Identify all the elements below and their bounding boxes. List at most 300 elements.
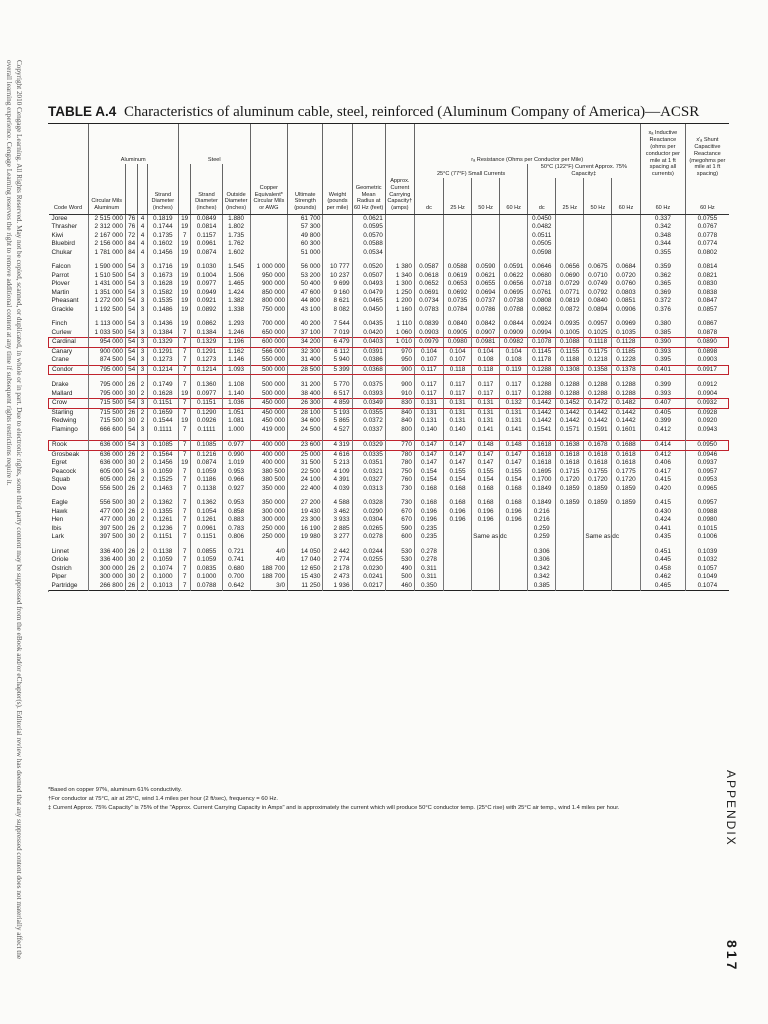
table-cell: 5 940 — [323, 356, 352, 365]
table-cell: 3 — [138, 365, 147, 375]
table-cell: 0.0912 — [686, 381, 729, 390]
table-cell: 950 — [385, 356, 414, 365]
table-cell: 19 — [178, 320, 190, 329]
table-cell: 0.0403 — [352, 338, 385, 348]
table-cell: 0.131 — [472, 417, 500, 426]
table-cell: 0.147 — [472, 450, 500, 459]
table-cell — [584, 232, 612, 241]
table-cell: 0.168 — [414, 499, 443, 508]
table-cell: 0.104 — [500, 347, 528, 356]
table-cell: 0.390 — [640, 338, 686, 348]
table-cell: 0.1442 — [584, 408, 612, 417]
table-cell: 1.424 — [222, 289, 250, 298]
code-word-cell: Canary — [51, 347, 73, 355]
table-cell: 0.0710 — [584, 272, 612, 281]
table-cell: 1.051 — [222, 408, 250, 417]
table-cell: 0.0482 — [528, 223, 556, 232]
table-cell: 0.0786 — [472, 306, 500, 315]
code-word-cell: Mallard — [51, 389, 73, 397]
table-cell: 0.107 — [414, 356, 443, 365]
table-cell: 874 500 — [88, 356, 125, 365]
table-row — [49, 297, 729, 306]
table-cell: 840 — [385, 408, 414, 417]
table-row — [49, 573, 729, 582]
table-cell: 0.147 — [500, 459, 528, 468]
table-cell: 9 160 — [323, 289, 352, 298]
table-cell: 0.0767 — [686, 223, 729, 232]
table-cell: 1 300 — [385, 280, 414, 289]
table-cell — [556, 249, 584, 258]
table-cell: 0.1057 — [686, 565, 729, 574]
table-cell: 380 500 — [250, 476, 287, 485]
table-cell: 0.0321 — [352, 468, 385, 477]
res25-50hz-header: 50 Hz — [472, 178, 500, 214]
table-row — [49, 263, 729, 272]
table-cell: 0.1456 — [147, 249, 178, 258]
table-cell: 0.1456 — [147, 459, 178, 468]
table-cell: 0.0862 — [191, 320, 222, 329]
table-cell: 1.246 — [222, 329, 250, 338]
table-cell: 0.0520 — [352, 263, 385, 272]
table-cell — [500, 582, 528, 591]
table-cell: 0.990 — [222, 450, 250, 459]
table-cell: 0.1329 — [147, 338, 178, 348]
table-cell: 2 312 000 — [88, 223, 125, 232]
table-cell: 54 — [125, 365, 137, 375]
table-cell: 3 — [138, 280, 147, 289]
table-cell: 0.0738 — [500, 297, 528, 306]
table-cell: 0.0906 — [612, 306, 640, 315]
table-cell: 47 600 — [288, 289, 323, 298]
table-cell: 7 — [178, 450, 190, 459]
table-bottom-rule — [49, 591, 729, 593]
table-cell: Same as dc — [473, 533, 507, 541]
table-cell: 900 000 — [88, 347, 125, 356]
table-cell: 7 — [178, 365, 190, 375]
table-cell — [556, 223, 584, 232]
table-cell: 0.0842 — [472, 320, 500, 329]
table-cell: 0.700 — [222, 573, 250, 582]
table-row — [49, 525, 729, 534]
table-cell: 0.1628 — [147, 280, 178, 289]
table-cell: 0.966 — [222, 476, 250, 485]
table-cell: 0.414 — [640, 441, 686, 451]
table-cell: 19 — [178, 417, 190, 426]
table-cell: 0.154 — [414, 468, 443, 477]
table-cell: 0.0511 — [528, 232, 556, 241]
table-cell: 0.0937 — [686, 459, 729, 468]
table-cell: 54 — [125, 320, 137, 329]
table-cell: 0.0946 — [686, 450, 729, 459]
table-cell — [323, 214, 352, 223]
gmr-header: Geometric Mean Radius at 60 Hz (feet) — [352, 178, 385, 214]
table-row — [49, 289, 729, 298]
table-cell: 715 500 — [88, 399, 125, 409]
table-cell: 0.0924 — [528, 320, 556, 329]
table-title — [48, 104, 728, 121]
table-cell: 0.1059 — [147, 468, 178, 477]
table-cell: 0.0278 — [352, 533, 385, 542]
code-word-cell: Crane — [51, 356, 69, 364]
table-cell: 397 500 — [88, 533, 125, 542]
table-cell — [556, 556, 584, 565]
table-cell: 0.0655 — [472, 280, 500, 289]
table-cell: 750 — [385, 468, 414, 477]
table-cell: 0.1329 — [191, 338, 222, 348]
table-cell: 0.1006 — [686, 533, 729, 542]
table-cell: 1.093 — [222, 365, 250, 375]
table-cell: 0.0894 — [584, 306, 612, 315]
table-cell: 0.0830 — [686, 280, 729, 289]
table-cell: 0.104 — [414, 347, 443, 356]
table-cell: 0.1059 — [147, 556, 178, 565]
table-cell: 0.420 — [640, 485, 686, 494]
table-cell: 0.0327 — [352, 476, 385, 485]
table-cell: 0.0450 — [352, 306, 385, 315]
table-cell: 0.0969 — [612, 320, 640, 329]
table-cell: 0.0771 — [556, 289, 584, 298]
code-word-cell: Redwing — [51, 417, 77, 425]
st-strands-header — [178, 178, 190, 214]
table-cell: 0.0867 — [686, 320, 729, 329]
res50-60hz-header: 60 Hz — [612, 178, 640, 214]
table-cell: 0.1744 — [147, 223, 178, 232]
code-word-cell: Lark — [51, 533, 64, 541]
table-cell: 0.131 — [444, 417, 472, 426]
table-cell: 795 000 — [88, 390, 125, 399]
table-cell: 0.0351 — [352, 459, 385, 468]
outside-diameter-header: Outside Diameter (inches) — [222, 178, 250, 214]
res25-60hz-header: 60 Hz — [500, 178, 528, 214]
table-cell: 2 — [138, 381, 147, 390]
table-cell: 0.1128 — [612, 338, 640, 348]
table-cell: 0.0840 — [444, 320, 472, 329]
table-cell: 2 774 — [323, 556, 352, 565]
table-cell: 0.1288 — [556, 381, 584, 390]
table-cell: 2 — [138, 417, 147, 426]
table-cell: 0.1720 — [584, 476, 612, 485]
table-cell: 0.441 — [640, 525, 686, 534]
table-cell: 19 — [178, 223, 190, 232]
table-cell: 0.1151 — [191, 533, 222, 542]
table-cell: 1 033 500 — [88, 329, 125, 338]
table-row — [49, 320, 729, 329]
table-cell: 0.1695 — [528, 468, 556, 477]
table-cell: 0.1720 — [612, 476, 640, 485]
table-cell: 0.0994 — [528, 329, 556, 338]
table-cell: 636 000 — [88, 441, 125, 451]
table-cell: 0.1355 — [147, 508, 178, 517]
table-cell: 0.1486 — [147, 306, 178, 315]
table-cell — [556, 508, 584, 517]
table-cell: 56 000 — [288, 263, 323, 272]
table-cell: 0.141 — [472, 426, 500, 435]
table-cell: 26 — [125, 565, 137, 574]
table-cell: 40 200 — [288, 320, 323, 329]
table-cell: 0.393 — [640, 347, 686, 356]
table-cell — [500, 232, 528, 241]
table-cell: 4 527 — [323, 426, 352, 435]
table-cell: 300 000 — [88, 565, 125, 574]
table-cell: 0.311 — [414, 573, 443, 582]
table-cell: 0.0803 — [612, 289, 640, 298]
table-cell: 0.0720 — [612, 272, 640, 281]
table-cell: 0.1273 — [191, 356, 222, 365]
res-50c-header: 50°C (122°F) Current Approx. 75% Capacity‡ — [528, 164, 640, 178]
table-cell: 0.1544 — [147, 417, 178, 426]
table-cell: 7 — [178, 485, 190, 494]
table-cell: 0.216 — [528, 516, 556, 525]
table-cell: 0.154 — [472, 476, 500, 485]
table-cell: 0.1618 — [584, 459, 612, 468]
weight-header: Weight (pounds per mile) — [323, 178, 352, 214]
table-cell — [612, 508, 640, 517]
table-cell — [584, 508, 612, 517]
table-cell: 1.545 — [222, 263, 250, 272]
table-cell: 0.0788 — [500, 306, 528, 315]
table-cell: 2 515 000 — [88, 214, 125, 223]
table-cell — [472, 240, 500, 249]
table-cell: 0.359 — [640, 263, 686, 272]
table-cell: 0.0598 — [528, 249, 556, 258]
table-cell — [556, 240, 584, 249]
steel-header: Steel — [178, 124, 250, 164]
table-cell: 0.1288 — [528, 381, 556, 390]
table-cell: 0.131 — [500, 408, 528, 417]
table-title-text: Characteristics of aluminum cable, steel, reinforced (Aluminum Company of America)—ACSR — [124, 104, 700, 120]
table-cell: 800 000 — [250, 297, 287, 306]
table-cell: 0.147 — [444, 450, 472, 459]
table-cell: 9 699 — [323, 280, 352, 289]
table-cell: 5 193 — [323, 408, 352, 417]
table-cell: 0.168 — [444, 485, 472, 494]
table-cell: 0.406 — [640, 459, 686, 468]
table-cell — [612, 525, 640, 534]
code-word-cell: Piper — [51, 573, 67, 581]
table-cell: 0.0591 — [500, 263, 528, 272]
table-cell: 910 — [385, 390, 414, 399]
table-cell: 0.1138 — [147, 548, 178, 557]
table-cell: 0.0621 — [352, 214, 385, 223]
table-cell — [612, 240, 640, 249]
inductive-reactance-header: xₐ Inductive Reactance (ohms per conductor per mile at 1 ft spacing all currents) — [640, 124, 686, 178]
table-cell: 0.350 — [414, 582, 443, 591]
table-cell: 900 — [385, 365, 414, 375]
table-cell: 500 000 — [250, 381, 287, 390]
table-cell: 0.1859 — [556, 499, 584, 508]
table-cell: 2 — [138, 525, 147, 534]
table-cell: 0.196 — [444, 516, 472, 525]
table-cell: 24 500 — [288, 426, 323, 435]
table-cell — [250, 232, 287, 241]
table-cell: 0.399 — [640, 417, 686, 426]
code-word-cell: Egret — [51, 459, 67, 467]
table-cell: 7 — [178, 468, 190, 477]
table-cell: 0.376 — [640, 306, 686, 315]
table-cell: 0.858 — [222, 508, 250, 517]
table-cell: 795 000 — [88, 381, 125, 390]
table-cell: 1.162 — [222, 347, 250, 356]
table-cell: 3 — [138, 306, 147, 315]
table-cell: 30 — [125, 533, 137, 542]
table-cell: 54 — [125, 297, 137, 306]
table-cell: 0.0905 — [444, 329, 472, 338]
table-cell: 840 — [385, 417, 414, 426]
table-cell — [584, 525, 612, 534]
table-cell: 2 — [138, 390, 147, 399]
table-cell: 0.1004 — [191, 272, 222, 281]
resistance-header: rₐ Resistance (Ohms per Conductor per Mile) — [414, 124, 640, 164]
table-row — [49, 556, 729, 565]
table-cell: 500 000 — [250, 365, 287, 375]
table-cell: 0.1059 — [191, 468, 222, 477]
table-cell: 0.1054 — [191, 508, 222, 517]
table-cell: 0.1261 — [191, 516, 222, 525]
table-cell: 7 544 — [323, 320, 352, 329]
table-cell: 7 — [178, 565, 190, 574]
table-cell: 0.0840 — [584, 297, 612, 306]
table-cell: 1 200 — [385, 297, 414, 306]
table-cell — [584, 573, 612, 582]
table-cell: 0.0961 — [191, 240, 222, 249]
table-cell: 51 000 — [288, 249, 323, 258]
table-cell: 0.168 — [500, 499, 528, 508]
table-cell: 0.1216 — [191, 450, 222, 459]
code-word-cell: Thrasher — [51, 223, 78, 231]
table-cell: 0.1214 — [191, 365, 222, 375]
table-cell: 0.131 — [414, 408, 443, 417]
code-word-cell: Bluebird — [51, 240, 75, 248]
table-cell: 0.385 — [528, 582, 556, 591]
table-cell: 0.393 — [640, 390, 686, 399]
table-cell — [556, 573, 584, 582]
table-cell: 397 500 — [88, 525, 125, 534]
xa-shunt-60hz-header: 60 Hz — [686, 178, 729, 214]
table-cell: 600 000 — [250, 338, 287, 348]
table-cell — [444, 565, 472, 574]
table-cell: 0.0735 — [444, 297, 472, 306]
code-word-cell: Cardinal — [49, 338, 89, 348]
table-cell: 0.1000 — [147, 573, 178, 582]
table-cell: 30 — [125, 459, 137, 468]
table-cell: 54 — [125, 306, 137, 315]
table-cell: 0.235 — [414, 533, 443, 542]
table-cell: 250 000 — [250, 525, 287, 534]
table-cell: 1.036 — [222, 399, 250, 409]
table-cell: 2 — [138, 476, 147, 485]
table-cell: 54 — [125, 468, 137, 477]
table-cell: 7 — [178, 573, 190, 582]
table-cell: 37 100 — [288, 329, 323, 338]
table-cell: 1 351 000 — [88, 289, 125, 298]
table-cell: 5 213 — [323, 459, 352, 468]
table-cell — [556, 582, 584, 591]
res50-50hz-header: 50 Hz — [584, 178, 612, 214]
table-cell: 0.0928 — [686, 408, 729, 417]
table-cell — [612, 232, 640, 241]
table-cell: 19 — [178, 289, 190, 298]
table-row — [49, 399, 729, 409]
table-cell: 19 980 — [288, 533, 323, 542]
table-cell: 1 936 — [323, 582, 352, 591]
table-cell: 0.0691 — [414, 289, 443, 298]
table-cell: 8 621 — [323, 297, 352, 306]
table-cell — [414, 249, 443, 258]
table-cell: 0.0656 — [500, 280, 528, 289]
table-row — [49, 280, 729, 289]
table-cell: 1 192 500 — [88, 306, 125, 315]
table-cell: 3 — [138, 347, 147, 356]
table-row — [49, 441, 729, 451]
table-cell: 0.147 — [414, 450, 443, 459]
table-cell: 0.1236 — [147, 525, 178, 534]
table-cell: 0.154 — [500, 476, 528, 485]
table-cell: 400 000 — [250, 441, 287, 451]
table-cell: 0.1360 — [191, 381, 222, 390]
code-word-cell: Crow — [49, 399, 89, 409]
table-row — [49, 365, 729, 375]
table-cell: 76 — [125, 223, 137, 232]
table-cell: 0.0943 — [686, 426, 729, 435]
table-cell: 76 — [125, 214, 137, 223]
table-cell: 0.147 — [500, 450, 528, 459]
table-cell: 23 300 — [288, 516, 323, 525]
table-cell — [472, 232, 500, 241]
code-word-cell: Parrot — [51, 271, 69, 279]
table-cell: 26 — [125, 485, 137, 494]
table-row — [49, 356, 729, 365]
table-cell: 300 000 — [250, 516, 287, 525]
table-cell: 450 000 — [250, 408, 287, 417]
table-cell: 32 300 — [288, 347, 323, 356]
table-cell: 0.458 — [640, 565, 686, 574]
table-cell: 0.1261 — [147, 516, 178, 525]
table-cell: 30 — [125, 417, 137, 426]
code-word-cell: Oriole — [51, 556, 69, 564]
table-cell: 0.108 — [500, 356, 528, 365]
table-cell: 2 — [138, 516, 147, 525]
table-cell: 0.278 — [414, 548, 443, 557]
table-cell: 250 000 — [250, 533, 287, 542]
table-cell — [500, 548, 528, 557]
table-cell: 0.0878 — [686, 329, 729, 338]
table-cell: 7 — [178, 426, 190, 435]
table-cell — [612, 548, 640, 557]
table-cell — [444, 533, 472, 542]
table-cell: 31 200 — [288, 381, 323, 390]
table-cell: 0.1442 — [556, 417, 584, 426]
table-cell: 0.0904 — [686, 390, 729, 399]
table-cell: 0.0872 — [556, 306, 584, 315]
table-cell: 7 — [178, 441, 190, 451]
table-cell: 3 — [138, 263, 147, 272]
table-cell: 30 — [125, 516, 137, 525]
table-cell: 19 — [178, 214, 190, 223]
table-cell: 22 500 — [288, 468, 323, 477]
table-row — [49, 232, 729, 241]
table-cell: 0.168 — [500, 485, 528, 494]
table-cell: 0.0570 — [352, 232, 385, 241]
table-cell: 2 — [138, 533, 147, 542]
table-cell: 0.0684 — [612, 263, 640, 272]
table-cell: 0.0849 — [191, 214, 222, 223]
table-cell — [250, 249, 287, 258]
table-row — [49, 347, 729, 356]
table-cell — [584, 565, 612, 574]
table-cell: 3 933 — [323, 516, 352, 525]
table-cell: 0.395 — [640, 356, 686, 365]
table-cell: 54 — [125, 399, 137, 409]
